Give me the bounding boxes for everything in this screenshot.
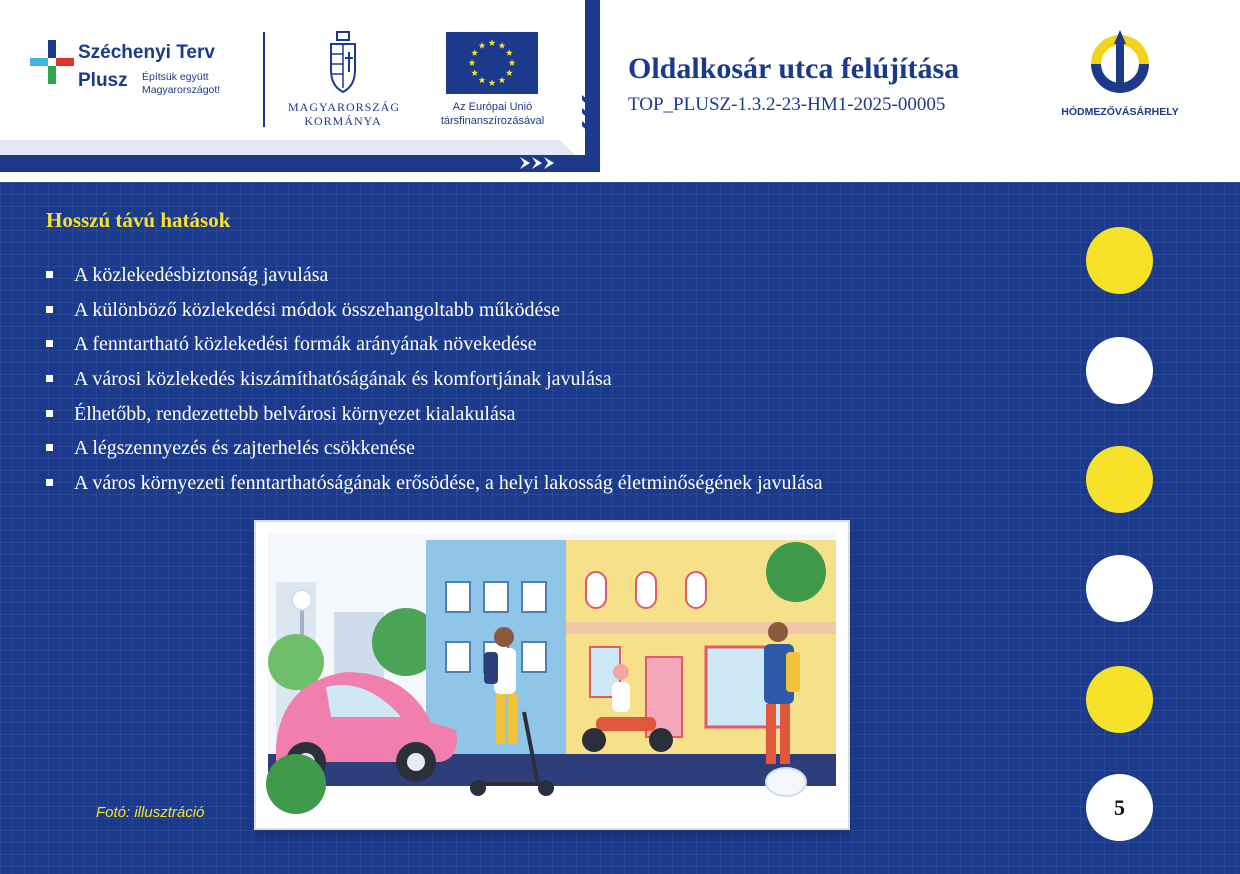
list-item-text: A város környezeti fenntarthatóságának erősödése, a helyi lakosság életminőségének javulása <box>74 472 823 495</box>
bullet-icon <box>46 375 53 382</box>
list-item <box>46 362 823 397</box>
decor-dot-white <box>1086 337 1153 404</box>
szechenyi-plus: Plusz <box>78 70 128 91</box>
bullet-icon <box>46 306 53 313</box>
szechenyi-tagline-line2: Magyarországot! <box>142 84 221 96</box>
logo-divider <box>263 32 265 127</box>
list-item-text: A különböző közlekedési módok összehangoltabb működése <box>74 298 561 321</box>
szechenyi-tagline <box>142 71 220 97</box>
list-item <box>46 258 823 293</box>
szechenyi-title: Széchenyi Terv <box>78 42 215 63</box>
eu-text <box>425 100 560 128</box>
list-item <box>46 293 823 328</box>
szechenyi-logo <box>30 38 240 118</box>
decor-dot-yellow <box>1086 446 1153 513</box>
list-item-text: A fenntartható közlekedési formák arányának növekedése <box>74 333 537 356</box>
list-item-text: Élhetőbb, rendezettebb belvárosi környezet kialakulása <box>74 402 516 425</box>
eu-logo <box>425 30 560 130</box>
city-logo-text: HÓDMEZŐVÁSÁRHELY <box>1061 106 1179 118</box>
eu-line1: Az Európai Unió <box>452 101 533 113</box>
project-code: TOP_PLUSZ-1.3.2-23-HM1-2025-00005 <box>628 94 946 115</box>
illustration-image <box>256 522 848 828</box>
list-item-text: A városi közlekedés kiszámíthatóságának és komfortjának javulása <box>74 368 612 391</box>
list-item <box>46 327 823 362</box>
bullet-icon <box>46 410 53 417</box>
decor-dot-white <box>1086 555 1153 622</box>
list-item <box>46 466 823 501</box>
effects-list <box>46 258 823 501</box>
coat-of-arms-icon <box>323 30 363 94</box>
header <box>0 0 1240 178</box>
government-logo <box>288 30 401 130</box>
city-emblem-icon <box>1085 28 1155 100</box>
page-number-badge <box>1086 774 1153 841</box>
government-line1: MAGYARORSZÁG <box>288 100 401 114</box>
list-item-text: A légszennyezés és zajterhelés csökkenése <box>74 437 415 460</box>
bullet-icon <box>46 340 53 347</box>
bullet-icon <box>46 444 53 451</box>
decor-dot-yellow <box>1086 666 1153 733</box>
content-panel <box>0 182 1240 874</box>
list-item-text: A közlekedésbiztonság javulása <box>74 264 329 286</box>
list-item <box>46 431 823 466</box>
szechenyi-cross-icon <box>30 40 76 90</box>
eu-line2: társfinanszírozásával <box>440 115 545 127</box>
government-text <box>288 100 401 128</box>
project-title: Oldalkosár utca felújítása <box>628 52 960 85</box>
photo-caption: Fotó: illusztráció <box>96 804 205 821</box>
eu-flag-icon <box>446 32 538 94</box>
street-scene-illustration <box>256 522 848 828</box>
section-heading: Hosszú távú hatások <box>46 208 231 232</box>
list-item <box>46 397 823 432</box>
page-number: 5 <box>1114 795 1125 820</box>
government-line2: KORMÁNYA <box>304 114 382 128</box>
decor-dot-yellow <box>1086 227 1153 294</box>
bullet-icon <box>46 479 53 486</box>
szechenyi-tagline-line1: Építsük együtt <box>142 71 209 83</box>
bullet-icon <box>46 271 53 278</box>
city-logo <box>1055 28 1185 123</box>
